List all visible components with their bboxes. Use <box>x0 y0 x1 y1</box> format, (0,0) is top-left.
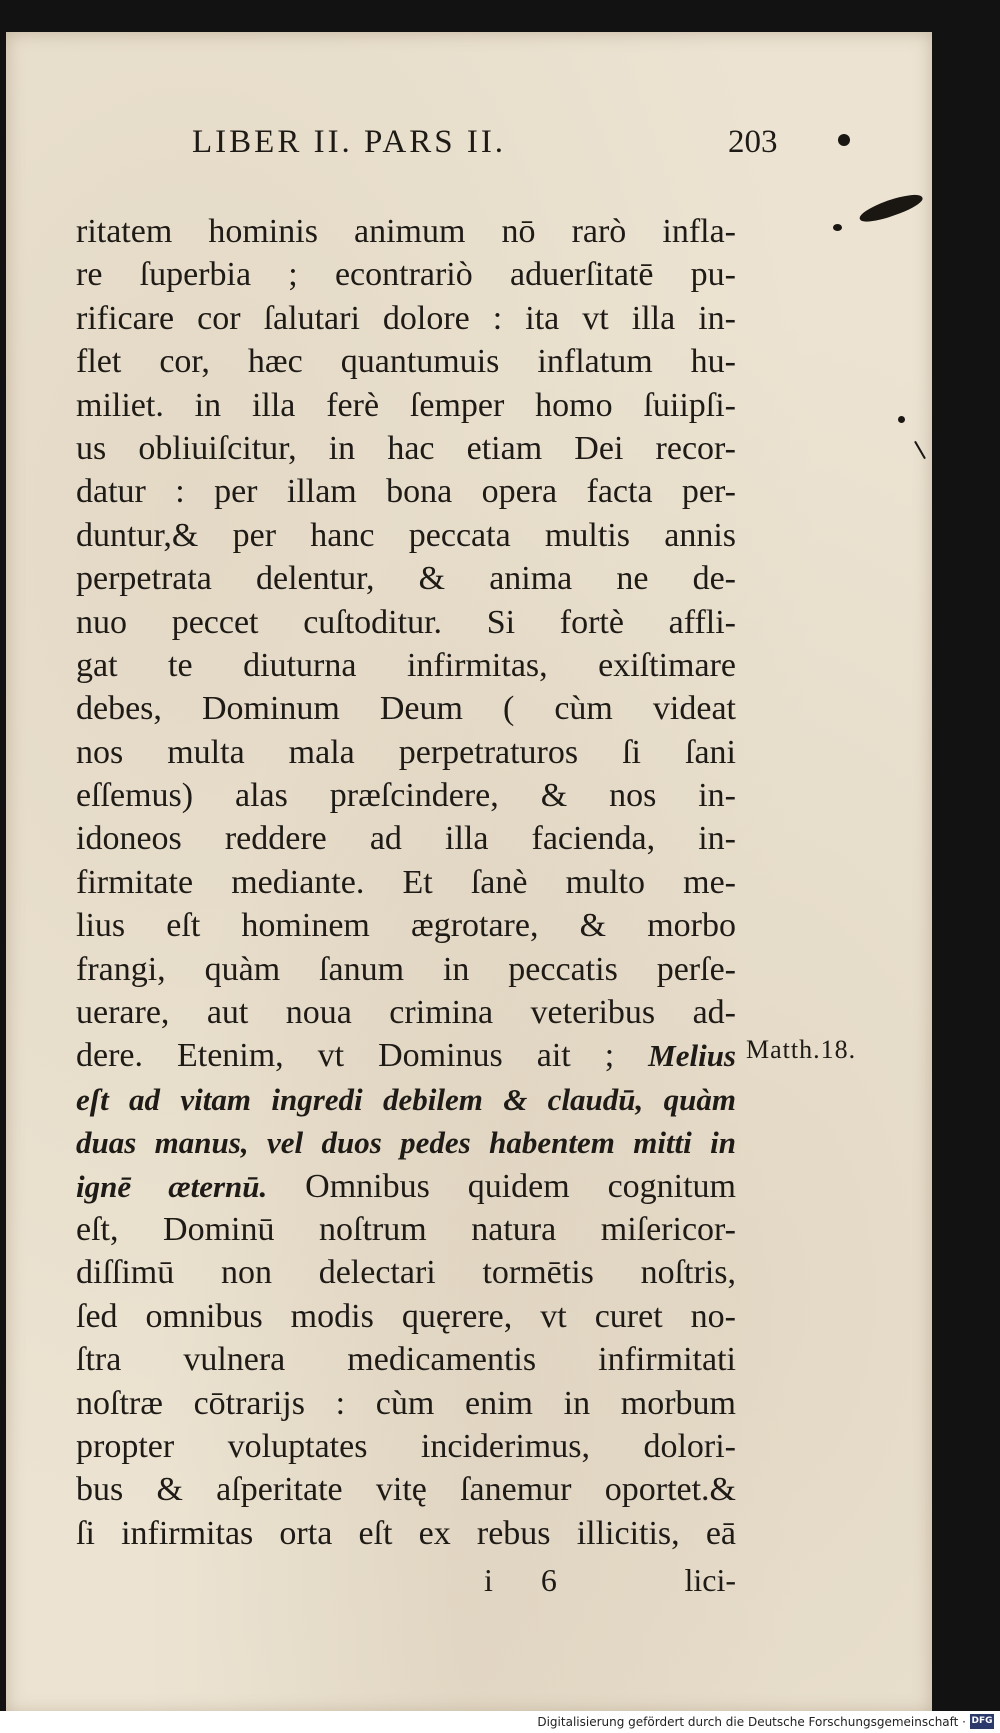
text-line: bus & aſperitate vitę ſanemur oportet.& <box>76 1471 736 1509</box>
book-page <box>6 32 932 1714</box>
roman-text: dere. Etenim, vt Dominus ait ; <box>76 1037 615 1075</box>
text-line: ritatem hominis animum nō rarò infla- <box>76 213 736 250</box>
text-line: miliet. in illa ferè ſemper homo ſuiipſi- <box>76 386 736 424</box>
text-line: uerare, aut noua crimina veteribus ad- <box>76 994 736 1032</box>
text-line-mixed <box>76 1165 736 1208</box>
text-line: duntur,& per hanc peccata multis annis <box>76 516 736 554</box>
page-number: 203 <box>728 124 778 160</box>
text-line: propter voluptates inciderimus, dolori- <box>76 1427 736 1465</box>
text-line: gat te diuturna infirmitas, exiſtimare <box>76 646 736 684</box>
italic-quote-end: ignē æternū. <box>76 1168 268 1204</box>
footer-bar <box>0 1711 1000 1733</box>
signature-mark: i 6 <box>484 1562 577 1598</box>
text-line: idoneos reddere ad illa facienda, in- <box>76 820 736 858</box>
text-line: datur : per illam bona opera facta per- <box>76 473 736 511</box>
italic-quote-line: eſt ad vitam ingredi debilem & claudū, quàm <box>76 1081 736 1117</box>
text-line: nuo peccet cuſtoditur. Si fortè affli- <box>76 603 736 641</box>
ink-blot <box>914 441 926 459</box>
text-line: lius eſt hominem ægrotare, & morbo <box>76 907 736 945</box>
body-text <box>76 210 736 1555</box>
text-line: perpetrata delentur, & anima ne de- <box>76 560 736 598</box>
ink-blot <box>898 416 905 423</box>
catchword: lici- <box>684 1562 736 1598</box>
text-line: re ſuperbia ; econtrariò aduerſitatē pu- <box>76 256 736 294</box>
ink-blot <box>857 189 924 227</box>
text-line: eſt, Dominū noſtrum natura miſericor- <box>76 1210 736 1248</box>
italic-quote-line: duas manus, vel duos pedes habentem mitti in <box>76 1125 736 1161</box>
running-title: LIBER II. PARS II. <box>192 124 507 160</box>
text-line: nos multa mala perpetraturos ſi ſani <box>76 733 736 771</box>
text-line: firmitate mediante. Et ſanè multo me- <box>76 863 736 901</box>
text-line: eſſemus) alas præſcindere, & nos in- <box>76 777 736 815</box>
text-line: noſtræ cōtrarijs : cùm enim in morbum <box>76 1384 736 1422</box>
text-line-mixed <box>76 1034 736 1077</box>
ink-blot <box>838 134 850 146</box>
italic-quote-start: Melius <box>648 1038 736 1074</box>
footer-credit: Digitalisierung gefördert durch die Deutsche Forschungsgemeinschaft · <box>537 1715 966 1729</box>
margin-note: Matth.18. <box>746 1035 857 1064</box>
ink-blot <box>833 224 842 231</box>
roman-text: Omnibus quidem cognitum <box>305 1167 737 1205</box>
text-line: us obliuiſcitur, in hac etiam Dei recor- <box>76 429 736 467</box>
dfg-logo-icon: DFG <box>970 1714 994 1729</box>
text-line: flet cor, hæc quantumuis inflatum hu- <box>76 343 736 381</box>
text-line: debes, Dominum Deum ( cùm videat <box>76 690 736 728</box>
text-line: rificare cor ſalutari dolore : ita vt illa in- <box>76 299 736 337</box>
text-line: ſed omnibus modis quęrere, vt curet no- <box>76 1297 736 1335</box>
text-line: ſi infirmitas orta eſt ex rebus illicitis, eā <box>76 1514 736 1552</box>
text-line: ſtra vulnera medicamentis infirmitati <box>76 1341 736 1379</box>
text-line: diſſimū non delectari tormētis noſtris, <box>76 1254 736 1292</box>
text-line: frangi, quàm ſanum in peccatis perſe- <box>76 950 736 988</box>
